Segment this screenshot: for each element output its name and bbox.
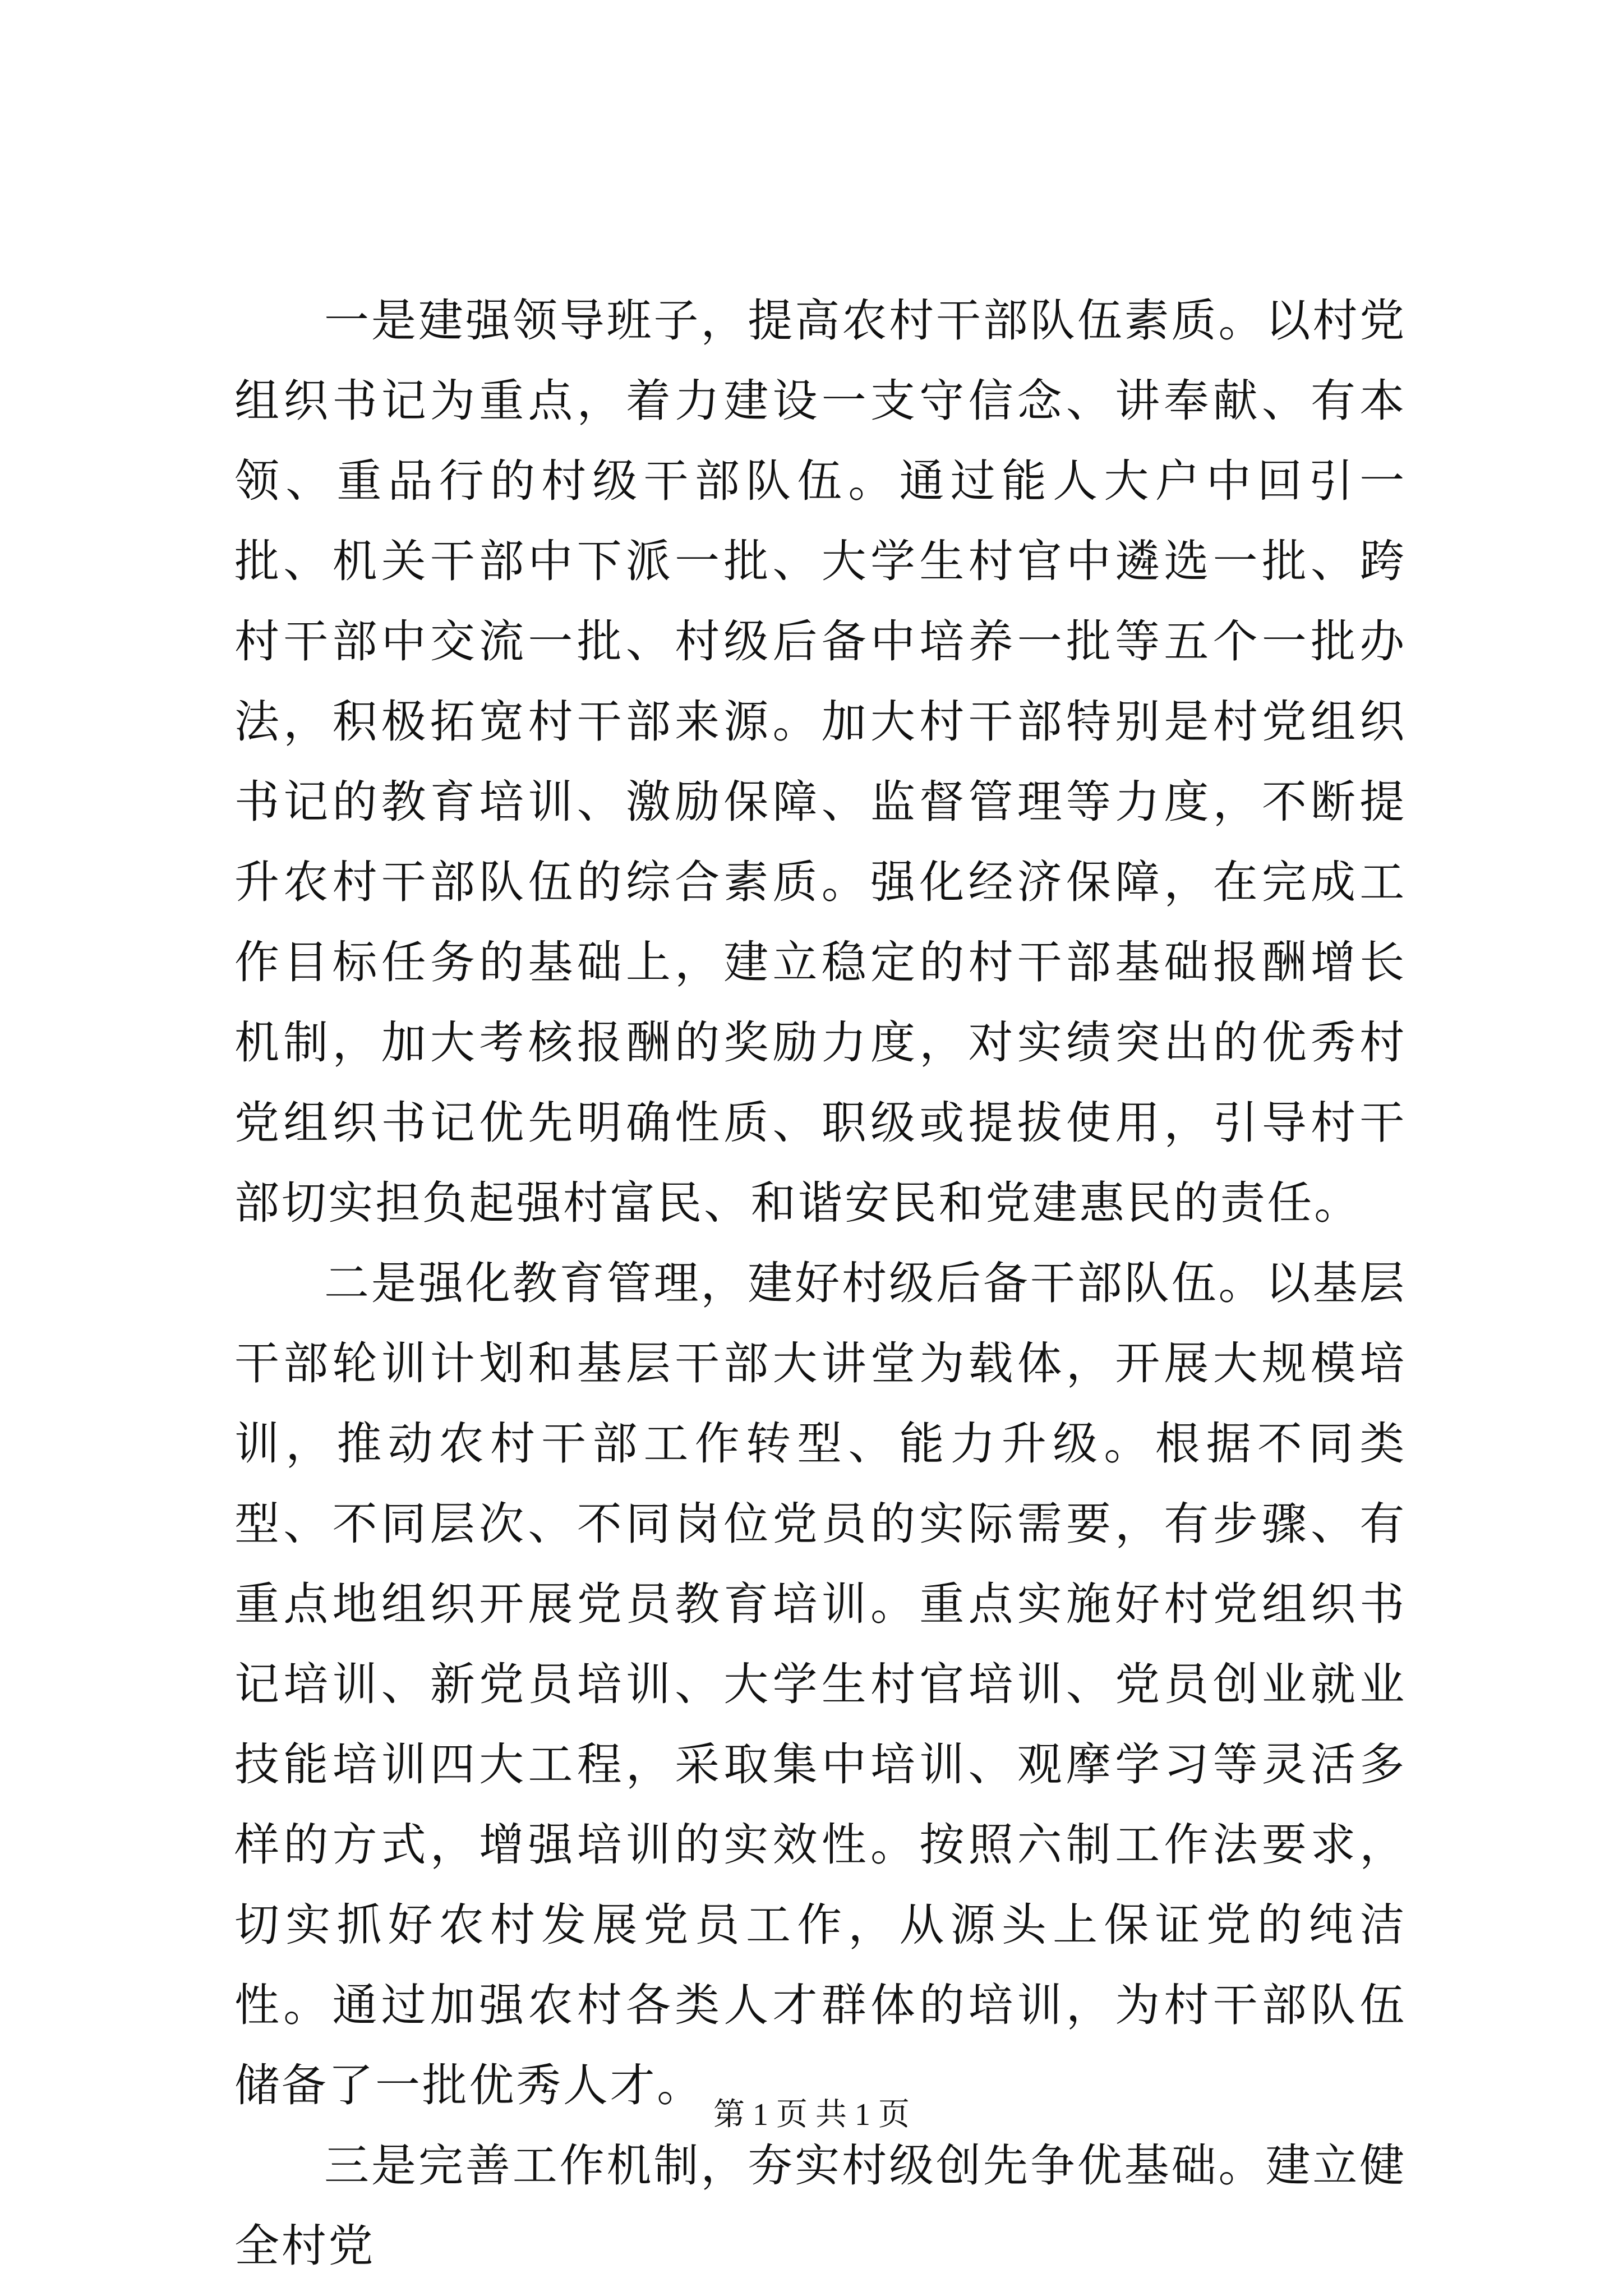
document-body	[234, 280, 1407, 2286]
paragraph-3: 三是完善工作机制，夯实村级创先争优基础。建立健全村党	[234, 2139, 1407, 2272]
paragraph-1: 一是建强领导班子，提高农村干部队伍素质。以村党组织书记为重点，着力建设一支守信念、讲奉献、有本领、重品行的村级干部队伍。通过能人大户中回引一批、机关干部中下派一批、大学生村官中遴选一批、跨村干部中交流一批、村级后备中培养一批等五个一批办法，积极拓宽村干部来源。加大村干部特别是村党组织书记的教育培训、激励保障、监督管理等力度，不断提升农村干部队伍的综合素质。强化经济保障，在完成工作目标任务的基础上，建立稳定的村干部基础报酬增长机制，加大考核报酬的奖励力度，对实绩突出的优秀村党组织书记优先明确性质、职级或提拔使用，引导村干部切实担负起强村富民、和谐安民和党建惠民的责任。	[234, 295, 1407, 1229]
paragraph-2: 二是强化教育管理，建好村级后备干部队伍。以基层干部轮训计划和基层干部大讲堂为载体，开展大规模培训，推动农村干部工作转型、能力升级。根据不同类型、不同层次、不同岗位党员的实际需要，有步骤、有重点地组织开展党员教育培训。重点实施好村党组织书记培训、新党员培训、大学生村官培训、党员创业就业技能培训四大工程，采取集中培训、观摩学习等灵活多样的方式，增强培训的实效性。按照六制工作法要求，切实抓好农村发展党员工作，从源头上保证党的纯洁性。通过加强农村各类人才群体的培训，为村干部队伍储备了一批优秀人才。	[234, 1257, 1407, 2111]
page-footer: 第 1 页 共 1 页	[713, 2097, 910, 2132]
